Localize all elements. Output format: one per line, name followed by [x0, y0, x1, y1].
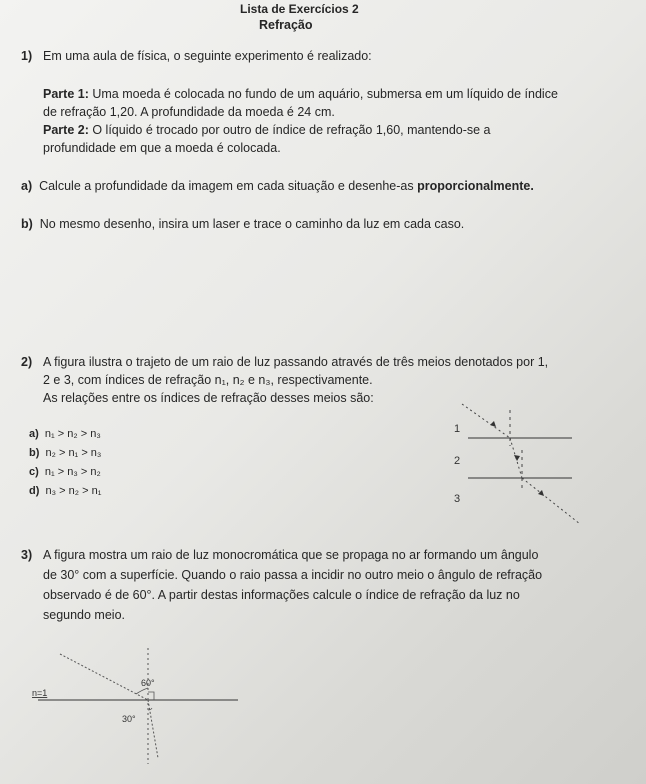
- q1-part2: [43, 124, 491, 137]
- q2-ray-arrow-2: [514, 455, 520, 461]
- q2-line2: 2 e 3, com índices de refração n₁, n₂ e n₃, respectivamente.: [43, 373, 373, 387]
- q2-option-b-text: n₂ > n₁ > n₃: [45, 447, 102, 459]
- q1-item-b: [21, 218, 464, 231]
- q2-ray-medium-1: [462, 404, 510, 438]
- q2-option-d[interactable]: [29, 485, 101, 497]
- q1-b-text: No mesmo desenho, insira um laser e trace o caminho da luz em cada caso.: [39, 217, 465, 231]
- q1-part2-line1: O líquido é trocado por outro de índice de refração 1,60, mantendo-se a: [92, 123, 491, 137]
- q2-line3: As relações entre os índices de refração desses meios são:: [43, 391, 374, 405]
- q3-angle-bottom-label: 30°: [122, 714, 136, 724]
- q3-angle-top-label: 60°: [141, 678, 155, 688]
- q1-part1-line2: de refração 1,20. A profundidade da moeda é 24 cm.: [43, 105, 335, 119]
- q1-intro: Em uma aula de física, o seguinte experimento é realizado:: [43, 49, 372, 63]
- q2-option-c-text: n₁ > n₃ > n₂: [44, 466, 101, 478]
- q2-medium-1-label: 1: [454, 423, 461, 435]
- q3-number: 3): [21, 548, 33, 562]
- q1-a-label: a): [21, 179, 33, 193]
- q2-refraction-figure: [440, 398, 590, 530]
- q3-refracted-ray: [148, 700, 158, 758]
- q2-option-a-label: a): [29, 428, 39, 440]
- q1-a-text: Calcule a profundidade da imagem em cada situação e desenhe-as: [39, 179, 414, 193]
- q1-item-a: [21, 180, 534, 193]
- q3-refraction-figure: [30, 640, 250, 770]
- q2-option-a-text: n₁ > n₂ > n₃: [44, 428, 101, 440]
- q2-option-d-label: d): [29, 485, 40, 497]
- q3-angle-arc-top: [136, 688, 148, 694]
- q3-medium-label: n=1: [32, 688, 48, 698]
- q2-medium-3-label: 3: [454, 493, 461, 505]
- q2-line1: A figura ilustra o trajeto de um raio de luz passando através de três meios denotados por 1,: [43, 355, 549, 369]
- page-subtitle: Refração: [259, 18, 313, 32]
- q1-b-label: b): [21, 217, 33, 231]
- q3-line1: A figura mostra um raio de luz monocromática que se propaga no ar formando um ângulo: [43, 548, 539, 562]
- q2-option-b[interactable]: [29, 447, 101, 459]
- q2-option-a[interactable]: [29, 428, 101, 440]
- q1-part1-label: Parte 1:: [43, 87, 89, 101]
- q2-option-c-label: c): [29, 466, 39, 478]
- q1-part2-line2: profundidade em que a moeda é colocada.: [43, 141, 281, 155]
- q2-medium-2-label: 2: [454, 455, 461, 467]
- q1-a-emph: proporcionalmente.: [417, 179, 534, 193]
- q1-part1-line1: Uma moeda é colocada no fundo de um aquário, submersa em um líquido de índice: [92, 87, 558, 101]
- q2-option-c[interactable]: [29, 466, 101, 478]
- q1-number: 1): [21, 49, 33, 63]
- q3-line3: observado é de 60°. A partir destas informações calcule o índice de refração da luz no: [43, 588, 520, 602]
- list-title: Lista de Exercícios 2: [240, 2, 359, 16]
- q3-line2: de 30° com a superfície. Quando o raio passa a incidir no outro meio o ângulo de refração: [43, 568, 543, 582]
- q1-part2-label: Parte 2:: [43, 123, 89, 137]
- q2-option-d-text: n₃ > n₂ > n₁: [45, 485, 102, 497]
- q3-incident-ray: [60, 654, 148, 700]
- q3-line4: segundo meio.: [43, 608, 126, 622]
- q2-number: 2): [21, 355, 33, 369]
- q2-option-b-label: b): [29, 447, 40, 459]
- q3-right-angle-mark: [148, 692, 154, 700]
- q2-ray-medium-3: [522, 478, 580, 524]
- q1-part1: [43, 88, 558, 101]
